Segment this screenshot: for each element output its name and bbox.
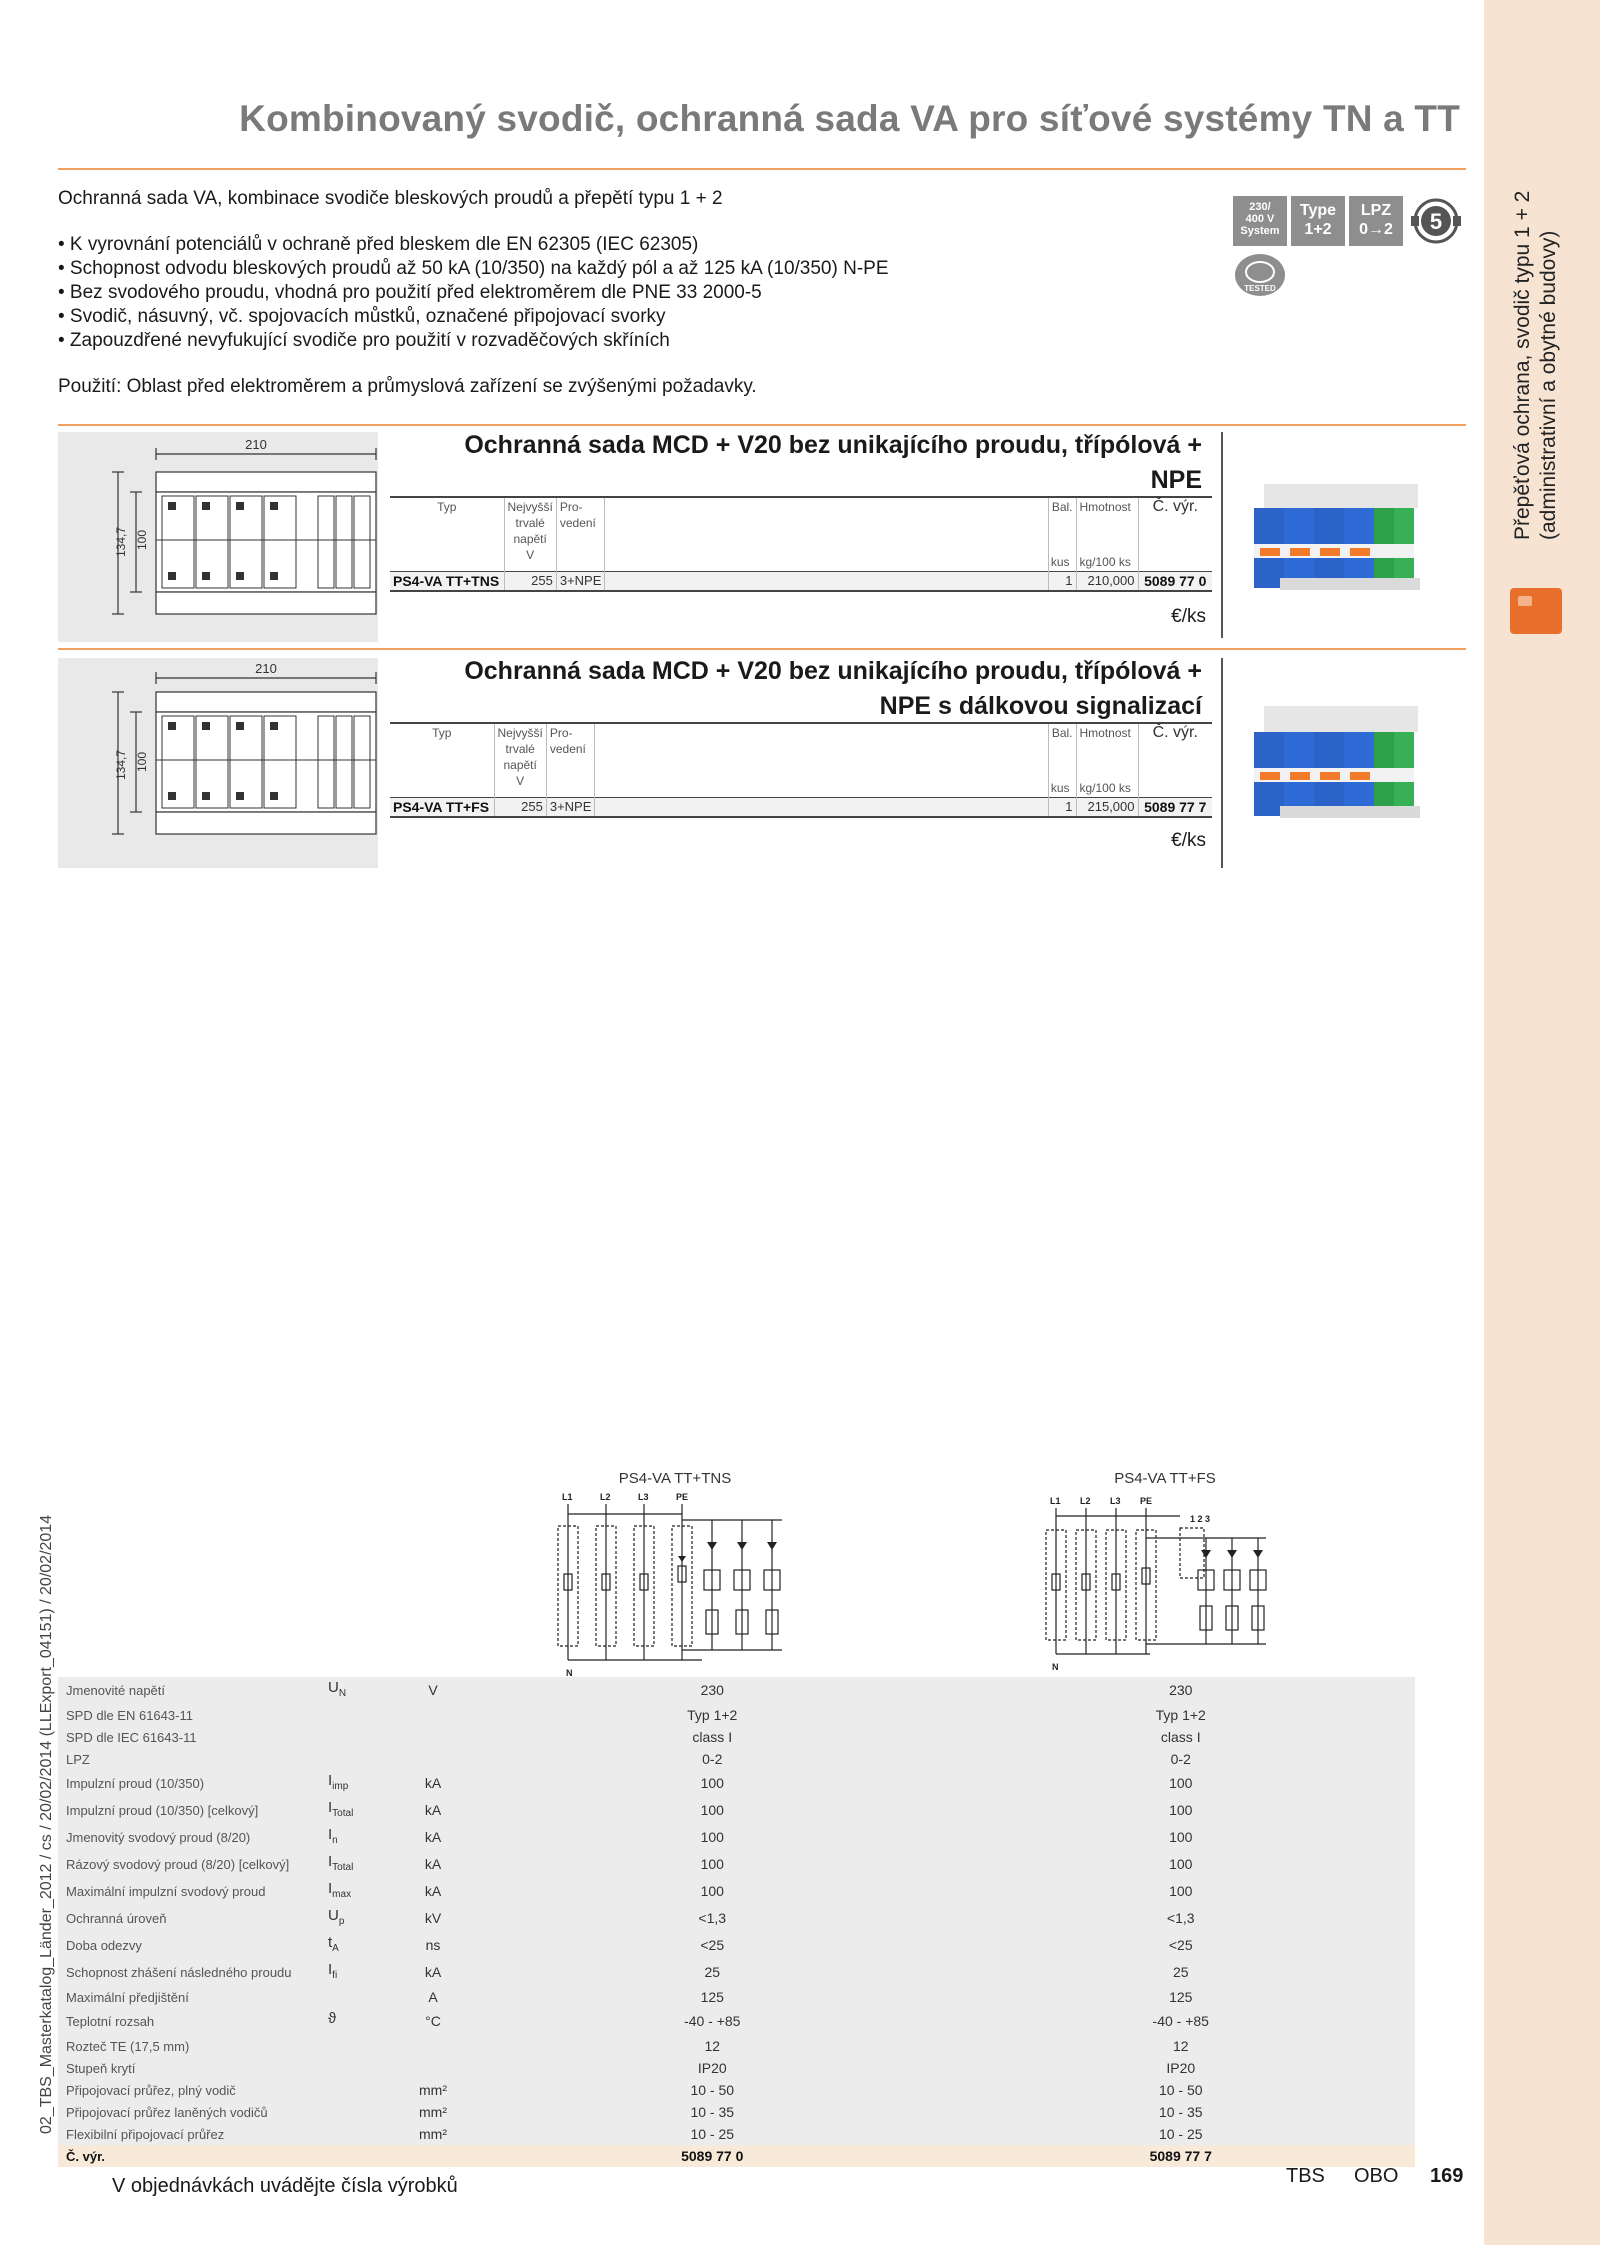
- product-type: PS4-VA TT+TNS: [390, 571, 504, 591]
- tech-symbol: $I_{max}$: [328, 1880, 352, 1900]
- tech-symbol: $I_{imp}$: [328, 1772, 349, 1792]
- tech-row: [58, 1824, 1415, 1851]
- tech-value: Typ 1+2: [687, 1706, 738, 1723]
- tech-value: 100: [700, 1802, 724, 1818]
- product-photo: [1250, 478, 1430, 610]
- product-variant: 3+NPE: [556, 571, 605, 591]
- tech-value: 100: [700, 1856, 724, 1872]
- svg-text:1 2 3: 1 2 3: [1190, 1514, 1211, 1524]
- tech-symbol: [328, 1748, 388, 1770]
- tech-unit: A: [428, 1988, 438, 2005]
- tech-row: [58, 1932, 1415, 1959]
- svg-text:N: N: [1052, 1662, 1059, 1672]
- tech-value: 12: [704, 2037, 721, 2054]
- tech-value: 10 - 35: [690, 2103, 735, 2120]
- tech-unit: kA: [424, 1775, 442, 1791]
- schema-label: PS4-VA TT+TNS: [618, 1470, 732, 1487]
- tech-cell: [328, 2145, 388, 2167]
- tech-unit: [388, 2057, 478, 2079]
- col-napeti: Nejvyšší trvalé napětí V: [504, 497, 556, 571]
- svg-text:L3: L3: [1110, 1496, 1121, 1506]
- svg-text:134,7: 134,7: [114, 749, 128, 780]
- tech-unit: mm²: [419, 2125, 447, 2142]
- tech-value: 0-2: [702, 1750, 723, 1767]
- product-variant: 3+NPE: [546, 797, 595, 817]
- tech-unit: kA: [424, 1883, 442, 1899]
- tech-symbol: [328, 1986, 388, 2008]
- tech-label: Flexibilní připojovací průřez: [66, 2126, 225, 2142]
- col-typ: Typ: [390, 497, 504, 571]
- section-rule: [58, 424, 1466, 426]
- footer-brand: TBS: [1286, 2165, 1325, 2187]
- tech-row: [58, 1677, 1415, 1704]
- lpz-badge: LPZ 0→2: [1349, 196, 1403, 246]
- intro-bullet: • Zapouzdřené nevyfukující svodiče pro použití v rozvaděčových skříních: [58, 330, 670, 351]
- tech-value: 230: [1169, 1682, 1193, 1698]
- col-provedeni: Pro- vedení: [556, 497, 605, 571]
- svg-text:N: N: [566, 1668, 573, 1678]
- tech-value: 100: [700, 1775, 724, 1791]
- tech-value: class I: [692, 1728, 733, 1745]
- intro-bullet: • K vyrovnání potenciálů v ochraně před bleskem dle EN 62305 (IEC 62305): [58, 234, 699, 255]
- svg-text:TESTED: TESTED: [1244, 284, 1276, 293]
- tested-seal-icon: [1233, 252, 1287, 298]
- tech-value: -40 - +85: [1152, 2013, 1209, 2029]
- product-number: 5089 77 7: [1138, 797, 1212, 817]
- tech-symbol: [328, 2079, 388, 2101]
- tech-row: [58, 1797, 1415, 1824]
- tech-value: 125: [700, 1988, 724, 2005]
- tech-unit: kA: [424, 1964, 442, 1980]
- product-table: [390, 722, 1212, 818]
- tech-symbol: [328, 1726, 388, 1748]
- product-pack: 1: [1048, 571, 1076, 591]
- tech-value: 25: [1172, 1964, 1189, 1980]
- tech-value: -40 - +85: [684, 2013, 741, 2029]
- intro-bullet: • Svodič, násuvný, vč. spojovacích můstků, označené připojovací svorky: [58, 306, 666, 327]
- tech-unit: [388, 1726, 478, 1748]
- price-unit: €/ks: [1171, 830, 1206, 851]
- tech-label: Rázový svodový proud (8/20) [celkový]: [66, 1857, 290, 1872]
- tech-label: Jmenovitý svodový proud (8/20): [66, 1830, 251, 1845]
- tech-label: Stupeň krytí: [66, 2060, 136, 2076]
- tech-value: <25: [700, 1937, 725, 1953]
- col-provedeni: Pro- vedení: [546, 723, 595, 797]
- tech-symbol: [328, 1704, 388, 1726]
- intro-bullet: • Bez svodového proudu, vhodná pro použití před elektroměrem dle PNE 33 2000-5: [58, 282, 762, 303]
- system-badge: 230/ 400 V System: [1233, 196, 1287, 246]
- five-year-warranty-icon: [1411, 198, 1461, 244]
- wiring-schematic-remote: [1040, 1494, 1290, 1680]
- tech-label: Maximální impulzní svodový proud: [66, 1884, 266, 1899]
- tech-row: [58, 1905, 1415, 1932]
- tech-unit: [388, 1748, 478, 1770]
- tech-value: IP20: [697, 2059, 727, 2076]
- tech-label: Ochranná úroveň: [66, 1911, 167, 1926]
- svg-text:L3: L3: [638, 1492, 649, 1502]
- tech-value: 125: [1169, 1988, 1193, 2005]
- tech-row: [58, 1878, 1415, 1905]
- price-unit: €/ks: [1171, 606, 1206, 627]
- tech-cell: [388, 2145, 478, 2167]
- page-number: 169: [1430, 2165, 1464, 2187]
- tech-label: LPZ: [66, 1751, 90, 1767]
- tech-value: 230: [700, 1682, 724, 1698]
- tech-symbol: $I_{Total}$: [328, 1853, 354, 1873]
- intro-usage: Použití: Oblast před elektroměrem a průmyslová zařízení se zvýšenými požadavky.: [58, 376, 757, 397]
- svg-text:100: 100: [135, 751, 149, 772]
- product-table: [390, 496, 1212, 592]
- tech-symbol: [328, 2101, 388, 2123]
- certification-badges: [1233, 196, 1463, 306]
- product-title: Ochranná sada MCD + V20 bez unikajícího proudu, třípólová + NPE s dálkovou signalizací: [464, 657, 1202, 720]
- tech-unit: mm²: [419, 2103, 447, 2120]
- tech-value: <1,3: [698, 1910, 727, 1926]
- tech-row: [58, 1770, 1415, 1797]
- col-hmotnost: Hmotnost kg/100 ks: [1076, 723, 1138, 797]
- tech-row: [58, 2101, 1415, 2123]
- tech-unit: kA: [424, 1856, 442, 1872]
- wiring-schematic: [552, 1490, 802, 1680]
- tech-row: [58, 1851, 1415, 1878]
- tech-value: 100: [1169, 1883, 1193, 1899]
- tech-symbol: $I_{Total}$: [328, 1799, 354, 1819]
- product-weight: 215,000: [1076, 797, 1138, 817]
- tech-value: 100: [700, 1829, 724, 1845]
- tech-row: [58, 2035, 1415, 2057]
- section-rule: [58, 648, 1466, 650]
- tech-unit: [388, 2035, 478, 2057]
- product-photo: [1250, 702, 1430, 838]
- tech-unit: V: [428, 1682, 438, 1698]
- tech-unit: ns: [425, 1937, 441, 1953]
- col-hmotnost: Hmotnost kg/100 ks: [1076, 497, 1138, 571]
- col-napeti: Nejvyšší trvalé napětí V: [494, 723, 546, 797]
- side-section-label: Přepěťová ochrana, svodič typu 1 + 2 (administrativní a obytné budovy): [1511, 190, 1560, 540]
- tech-value: <25: [1168, 1937, 1193, 1953]
- tech-unit: kV: [424, 1910, 442, 1926]
- tech-unit: mm²: [419, 2081, 447, 2098]
- product-pack: 1: [1048, 797, 1076, 817]
- tech-label: Doba odezvy: [66, 1938, 142, 1953]
- tech-row: [58, 1726, 1415, 1748]
- tech-value: 10 - 50: [690, 2081, 735, 2098]
- tech-row: [58, 1704, 1415, 1726]
- tech-symbol: $t_A$: [328, 1934, 339, 1954]
- tech-value: 100: [1169, 1802, 1193, 1818]
- product-voltage: 255: [504, 571, 556, 591]
- technical-data-table: [58, 1677, 1415, 2167]
- tech-value: 25: [704, 1964, 721, 1980]
- tech-label: Impulzní proud (10/350) [celkový]: [66, 1803, 259, 1818]
- tech-symbol: [328, 2035, 388, 2057]
- footer-note: V objednávkách uvádějte čísla výrobků: [112, 2175, 458, 2197]
- col-typ: Typ: [390, 723, 494, 797]
- tech-label: Maximální předjištění: [66, 1989, 189, 2005]
- dimension-drawing: [58, 658, 378, 868]
- svg-text:210: 210: [255, 661, 277, 676]
- tech-row-article-number: [58, 2145, 1415, 2167]
- tech-row: [58, 2123, 1415, 2145]
- tech-symbol: ϑ: [328, 2010, 337, 2027]
- tech-value: 10 - 35: [1158, 2103, 1203, 2120]
- svg-text:100: 100: [135, 529, 149, 550]
- tech-value: 100: [1169, 1829, 1193, 1845]
- tech-symbol: $U_p$: [328, 1907, 345, 1927]
- tech-label: SPD dle EN 61643-11: [66, 1707, 193, 1723]
- tech-value: 10 - 25: [690, 2125, 735, 2142]
- tech-row: [58, 1986, 1415, 2008]
- type-badge: Type 1+2: [1291, 196, 1345, 246]
- tech-row: [58, 2057, 1415, 2079]
- section-thumbnail-icon: [1510, 588, 1562, 634]
- product-weight: 210,000: [1076, 571, 1138, 591]
- tech-label: Rozteč TE (17,5 mm): [66, 2038, 190, 2054]
- tech-symbol: [328, 2123, 388, 2145]
- tech-label: SPD dle IEC 61643-11: [66, 1729, 197, 1745]
- product-voltage: 255: [494, 797, 546, 817]
- title-rule: [58, 168, 1466, 170]
- intro-text: [58, 187, 1198, 399]
- svg-text:5: 5: [1429, 209, 1443, 234]
- tech-value: 100: [700, 1883, 724, 1899]
- page-title: Kombinovaný svodič, ochranná sada VA pro síťové systémy TN a TT: [239, 98, 1460, 139]
- tech-cell: Č. výr.: [66, 2148, 106, 2164]
- svg-text:L1: L1: [562, 1492, 573, 1502]
- tech-symbol: [328, 2057, 388, 2079]
- tech-value: 100: [1169, 1775, 1193, 1791]
- tech-value: 100: [1169, 1856, 1193, 1872]
- tech-value: 10 - 50: [1158, 2081, 1203, 2098]
- svg-text:L2: L2: [600, 1492, 611, 1502]
- col-bal: Bal. kus: [1048, 497, 1076, 571]
- tech-value: Typ 1+2: [1155, 1706, 1206, 1723]
- footer-brand: OBO: [1354, 2165, 1399, 2187]
- tech-row: [58, 1748, 1415, 1770]
- tech-value: class I: [1160, 1728, 1201, 1745]
- tech-row: [58, 2008, 1415, 2035]
- col-bal: Bal. kus: [1048, 723, 1076, 797]
- tech-cell: 5089 77 0: [681, 2147, 744, 2164]
- tech-value: 0-2: [1170, 1750, 1191, 1767]
- tech-label: Impulzní proud (10/350): [66, 1776, 205, 1791]
- col-cislo: Č. výr.: [1138, 723, 1212, 797]
- tech-row: [58, 1959, 1415, 1986]
- intro-lead: Ochranná sada VA, kombinace svodiče bleskových proudů a přepětí typu 1 + 2: [58, 188, 723, 209]
- tech-label: Připojovací průřez, plný vodič: [66, 2082, 236, 2098]
- tech-unit: kA: [424, 1802, 442, 1818]
- svg-text:PE: PE: [1140, 1496, 1153, 1506]
- svg-text:L1: L1: [1050, 1496, 1061, 1506]
- tech-label: Teplotní rozsah: [66, 2014, 155, 2029]
- product-number: 5089 77 0: [1138, 571, 1212, 591]
- svg-text:134,7: 134,7: [114, 526, 128, 557]
- tech-unit: [388, 1704, 478, 1726]
- tech-cell: 5089 77 7: [1149, 2147, 1212, 2164]
- tech-value: 12: [1172, 2037, 1189, 2054]
- product-type: PS4-VA TT+FS: [390, 797, 494, 817]
- tech-value: IP20: [1166, 2059, 1196, 2076]
- tech-value: <1,3: [1166, 1910, 1195, 1926]
- svg-text:210: 210: [245, 437, 267, 452]
- intro-bullet: • Schopnost odvodu bleskových proudů až 50 kA (10/350) na každý pól a až 125 kA (10/350) N-PE: [58, 258, 889, 279]
- column-divider: [1221, 658, 1223, 868]
- svg-text:PE: PE: [676, 1492, 689, 1502]
- dimension-drawing: [58, 432, 378, 642]
- column-divider: [1221, 432, 1223, 638]
- tech-label: Schopnost zhášení následného proudu: [66, 1965, 292, 1980]
- catalog-meta: 02_TBS_Masterkatalog_Länder_2012 / cs / 20/02/2014 (LLExport_04151) / 20/02/2014: [38, 1514, 55, 2134]
- tech-unit: °C: [425, 2013, 441, 2029]
- tech-symbol: $I_{fi}$: [328, 1961, 338, 1981]
- schema-label: PS4-VA TT+FS: [1114, 1470, 1216, 1487]
- product-title: Ochranná sada MCD + V20 bez unikajícího proudu, třípólová + NPE: [464, 431, 1202, 494]
- tech-symbol: $I_n$: [328, 1826, 338, 1846]
- tech-unit: kA: [424, 1829, 442, 1845]
- tech-row: [58, 2079, 1415, 2101]
- tech-label: Připojovací průřez laněných vodičů: [66, 2104, 268, 2120]
- svg-text:L2: L2: [1080, 1496, 1091, 1506]
- tech-value: 10 - 25: [1158, 2125, 1203, 2142]
- col-cislo: Č. výr.: [1138, 497, 1212, 571]
- tech-symbol: $U_N$: [328, 1679, 347, 1699]
- tech-label: Jmenovité napětí: [66, 1683, 166, 1698]
